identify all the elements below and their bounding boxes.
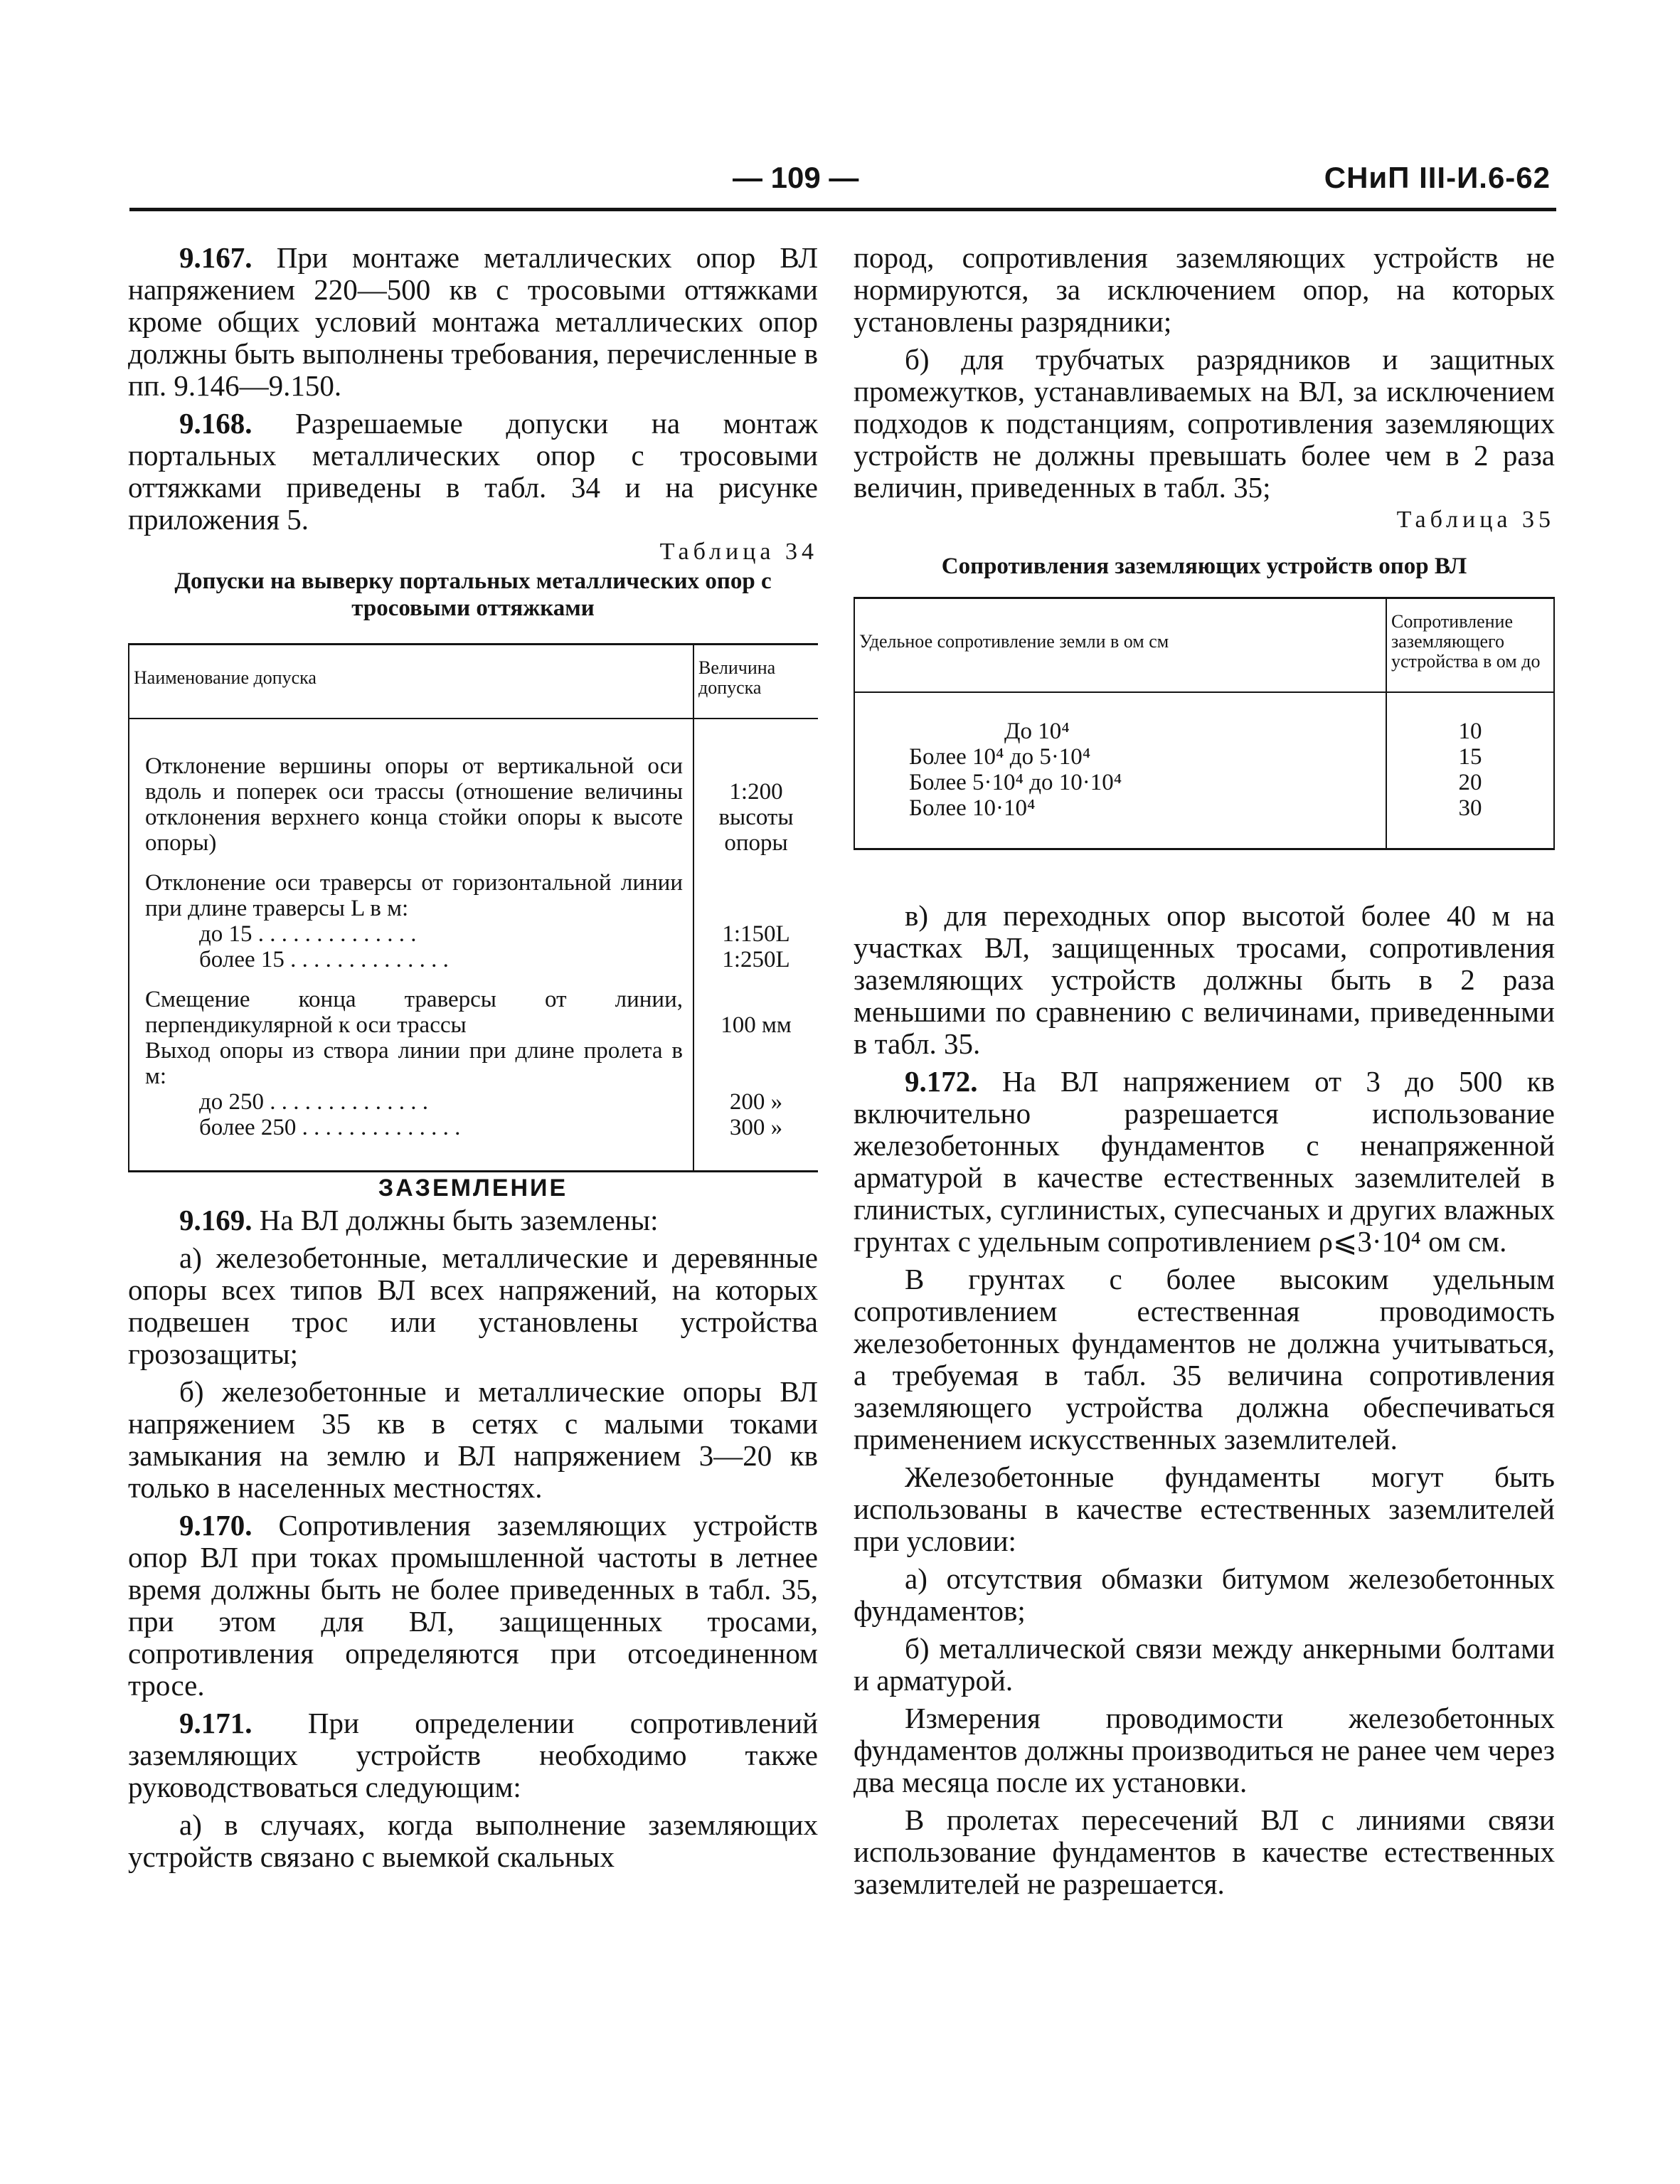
paragraph-9-168: [128, 408, 818, 536]
table-row: [129, 921, 818, 947]
table-cell-name: Более 5·10⁴ до 10·10⁴: [854, 770, 1386, 795]
table-cell-name: [129, 1089, 693, 1115]
table-cell-name: [129, 921, 693, 947]
table-cell-name-text: до 15: [199, 921, 252, 947]
paragraph-9-172: [854, 1066, 1555, 1258]
table-row: [129, 947, 818, 972]
table-cell-name-text: более 250: [199, 1115, 297, 1140]
left-column: [128, 242, 818, 1873]
table-cell-name: До 10⁴: [854, 692, 1386, 744]
column-header-value: Величина допуска: [693, 645, 818, 719]
paragraph-9-170: [128, 1510, 818, 1702]
table-cell-value: 1:250L: [722, 947, 790, 972]
table-cell-name: Более 10⁴ до 5·10⁴: [854, 744, 1386, 770]
column-header-resistivity: Удельное сопротивление земли в ом см: [854, 598, 1386, 693]
table-cell-value: 1:150L: [722, 921, 790, 947]
table-cell-name-text: более 15: [199, 947, 285, 972]
table-cell-name-text: до 250: [199, 1089, 265, 1115]
condition-b: б) металлической связи между анкерными болтами и арматурой.: [854, 1632, 1555, 1697]
table-header-row: [854, 598, 1554, 693]
table-cell-value: 20: [1386, 770, 1554, 795]
table-cell-name: Выход опоры из створа линии при длине пролета в м:: [129, 1038, 693, 1089]
condition-a: а) отсутствия обмазки битумом железобетонных фундаментов;: [854, 1562, 1555, 1627]
table-row: [854, 795, 1554, 849]
section-title: ЗАЗЕМЛЕНИЕ: [378, 1175, 568, 1202]
paragraph-9-171: [128, 1707, 818, 1803]
table-header-row: [129, 645, 818, 719]
table-34-caption: Таблица 34: [659, 539, 818, 565]
paragraph-9-169: [128, 1204, 818, 1236]
clause-number: 9.167.: [179, 241, 252, 274]
table-cell-value: 100 мм: [721, 1012, 792, 1038]
clause-number: 9.170.: [179, 1509, 252, 1542]
table-cell-value: [693, 1038, 818, 1089]
list-item-a: а) в случаях, когда выполнение заземляющих устройств связано с выемкой скальных: [128, 1808, 818, 1873]
column-header-resistance: Сопротивление заземляющего устройства в ом до: [1386, 598, 1554, 693]
table-cell-name: Отклонение оси траверсы от горизонтальной линии при длине траверсы L в м:: [129, 856, 693, 921]
clause-text: При монтаже металлических опор ВЛ напряжением 220—500 кв с тросовыми оттяжками кроме общих условий монтажа металлических опор должны быть выполнены требования, перечисленные в пп. 9.146—9.150.: [128, 241, 819, 402]
table-cell-value: 200 »: [729, 1089, 783, 1115]
table-cell-name: Смещение конца траверсы от линии, перпендикулярной к оси трассы: [129, 972, 693, 1038]
table-cell-value: 10: [1386, 692, 1554, 744]
table-cell-name: [129, 1115, 693, 1172]
table-cell-name: Отклонение вершины опоры от вертикальной оси вдоль и поперек оси трассы (отношение величины отклонения верхнего конца стойки опоры к высоте опоры): [129, 719, 693, 856]
clause-text: На ВЛ напряжением от 3 до 500 кв включительно разрешается использование железобетонных фундаментов с ненапряженной арматурой в качестве естественных заземлителей в глинистых, суглинистых, супесчаных и других влажных грунтах с удельным сопротивлением ρ⩽3·10⁴ ом см.: [854, 1065, 1556, 1258]
table-cell-value: 300 »: [693, 1115, 818, 1172]
table-34: [128, 643, 818, 1172]
paragraph-crossings: В пролетах пересечений ВЛ с линиями связи использование фундаментов в качестве естественных заземлителей не разрешается.: [854, 1803, 1555, 1900]
clause-text: При определении сопротивлений заземляющих устройств необходимо также руководствоваться следующим:: [128, 1707, 819, 1803]
table-row: [129, 972, 818, 1038]
table-cell-value: 1:200 высоты опоры: [718, 779, 794, 856]
leader-dots: [296, 1115, 460, 1140]
list-item-v: в) для переходных опор высотой более 40 м на участках ВЛ, защищенных тросами, сопротивления заземляющих устройств должны быть в 2 раза меньшими по сравнению с величинами, приведенными в табл. 35.: [854, 899, 1555, 1060]
table-row: [854, 770, 1554, 795]
list-item-a: а) железобетонные, металлические и деревянные опоры всех типов ВЛ всех напряжений, на которых подвешен трос или установлены устройства грозозащиты;: [128, 1241, 818, 1370]
leader-dots: [285, 947, 449, 972]
clause-text: Разрешаемые допуски на монтаж портальных металлических опор с тросовыми оттяжками приведены в табл. 34 и на рисунке приложения 5.: [128, 407, 818, 536]
table-cell-value: [693, 856, 818, 921]
paragraph-conditions: Железобетонные фундаменты могут быть использованы в качестве естественных заземлителей при условии:: [854, 1461, 1555, 1557]
document-code: СНиП III-И.6-62: [1324, 161, 1551, 194]
clause-number: 9.171.: [179, 1707, 252, 1739]
table-row: [854, 744, 1554, 770]
table-cell-value: 30: [1386, 795, 1554, 849]
table-35: [854, 597, 1555, 850]
paragraph-measurements: Измерения проводимости железобетонных фундаментов должны производиться не ранее чем через два месяца после их установки.: [854, 1702, 1555, 1798]
leader-dots: [264, 1089, 428, 1115]
table-35-title: Сопротивления заземляющих устройств опор ВЛ: [941, 553, 1467, 579]
table-row: [129, 856, 818, 921]
table-35-caption: Таблица 35: [1396, 507, 1555, 533]
paragraph-9-167: [128, 242, 818, 402]
table-34-title: Допуски на выверку портальных металлических опор с тросовыми оттяжками: [174, 568, 772, 621]
clause-number: 9.168.: [179, 407, 252, 440]
table-row: [129, 1115, 818, 1172]
clause-number: 9.172.: [905, 1065, 978, 1098]
table-cell-name: [129, 947, 693, 972]
clause-number: 9.169.: [179, 1204, 252, 1236]
continued-paragraph: пород, сопротивления заземляющих устройств не нормируются, за исключением опор, на которых установлены разрядники;: [854, 241, 1555, 338]
table-row: [129, 1038, 818, 1089]
leader-dots: [252, 921, 417, 947]
table-cell-value: 15: [1386, 744, 1554, 770]
list-item-b: б) железобетонные и металлические опоры ВЛ напряжением 35 кв в сетях с малыми токами замыкания на землю и ВЛ напряжением 3—20 кв только в населенных местностях.: [128, 1375, 818, 1504]
paragraph-soils: В грунтах с более высоким удельным сопротивлением естественная проводимость железобетонных фундаментов не должна учитываться, а требуемая в табл. 35 величина сопротивления заземляющего устройства должна обеспечиваться применением искусственных заземлителей.: [854, 1263, 1555, 1456]
table-row: [129, 1089, 818, 1115]
clause-text: На ВЛ должны быть заземлены:: [259, 1204, 659, 1236]
clause-text: Сопротивления заземляющих устройств опор ВЛ при токах промышленной частоты в летнее время должны быть не более приведенных в табл. 35, при этом для ВЛ, защищенных тросами, сопротивления определяются при отсоединенном тросе.: [128, 1509, 818, 1702]
header-rule: [129, 208, 1556, 211]
right-column: [854, 242, 1555, 1900]
page-number: — 109 —: [733, 161, 859, 194]
list-item-b: б) для трубчатых разрядников и защитных промежутков, устанавливаемых на ВЛ, за исключением подходов к подстанциям, сопротивления заземляющих устройств не должны превышать более чем в 2 раза величин, приведенных в табл. 35;: [854, 343, 1555, 504]
column-header-name: Наименование допуска: [129, 645, 693, 719]
table-cell-name: Более 10·10⁴: [854, 795, 1386, 849]
table-row: [854, 692, 1554, 744]
table-row: [129, 719, 818, 856]
